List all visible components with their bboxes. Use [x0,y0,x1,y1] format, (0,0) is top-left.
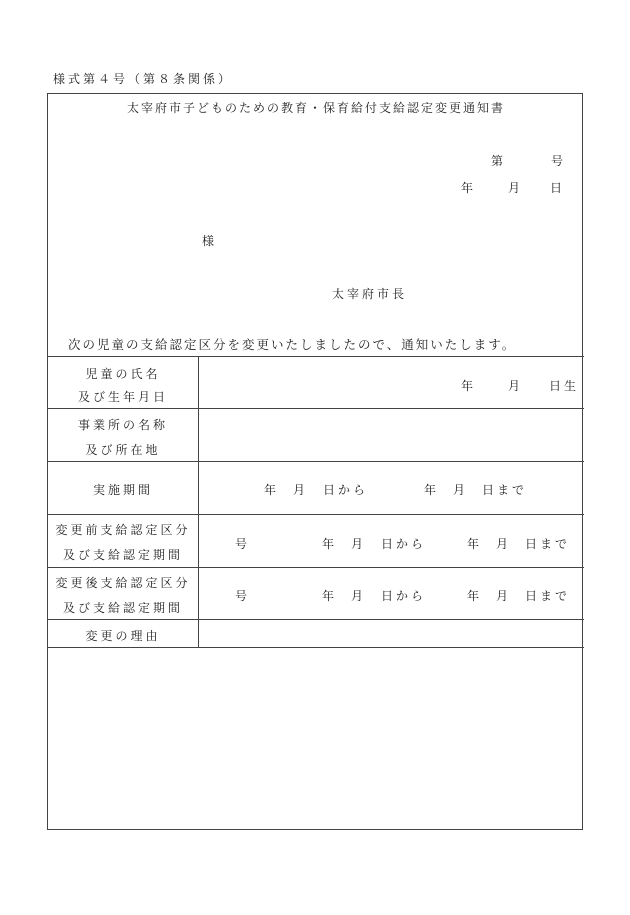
before-start-month: 月 [351,537,367,551]
number-dai: 第 [491,154,507,168]
table-rule [48,619,584,620]
birth-day: 日生 [549,379,580,393]
after-end-month: 月 [496,589,512,603]
date-year: 年 [461,181,477,195]
table-column-divider [198,356,199,647]
reason-body-area [49,649,582,829]
facility-label-line2: 及び所在地 [85,443,161,457]
after-class-go: 号 [235,589,251,603]
form-number-label: 様式第４号（第８条関係） [53,72,234,86]
table-rule [48,461,584,462]
before-label-line1: 変更前支給認定区分 [55,523,191,537]
table-top-rule [48,356,584,357]
child-label-line2: 及び生年月日 [77,390,168,404]
period-start-day: 日から [323,483,369,497]
period-end-month: 月 [453,483,469,497]
table-rule [48,567,584,568]
before-label-line2: 及び支給認定期間 [62,548,183,562]
birth-month: 月 [508,379,524,393]
after-end-day: 日まで [525,589,571,603]
period-label: 実施期間 [92,483,153,497]
table-rule [48,408,584,409]
child-label-line1: 児童の氏名 [85,367,161,381]
before-end-month: 月 [496,537,512,551]
intro-sentence: 次の児童の支給認定区分を変更いたしましたので、通知いたします。 [68,337,517,352]
table-bottom-rule [48,647,584,648]
before-end-day: 日まで [525,537,571,551]
after-start-year: 年 [322,589,338,603]
date-day: 日 [550,181,566,195]
before-class-go: 号 [235,537,251,551]
before-start-year: 年 [322,537,338,551]
facility-label-line1: 事業所の名称 [77,418,168,432]
birth-year: 年 [461,379,477,393]
document-title: 太宰府市子どものための教育・保育給付支給認定変更通知書 [126,101,505,115]
before-end-year: 年 [467,537,483,551]
after-label-line1: 変更後支給認定区分 [55,576,191,590]
recipient-honorific: 様 [202,234,218,248]
after-end-year: 年 [467,589,483,603]
before-start-day: 日から [381,537,427,551]
period-end-year: 年 [424,483,440,497]
period-end-day: 日まで [482,483,528,497]
table-rule [48,514,584,515]
after-label-line2: 及び支給認定期間 [62,601,183,615]
issuer-name: 太宰府市長 [332,287,408,301]
notice-form [47,93,583,830]
period-start-year: 年 [264,483,280,497]
date-month: 月 [508,181,524,195]
period-start-month: 月 [293,483,309,497]
after-start-month: 月 [351,589,367,603]
number-go: 号 [551,154,567,168]
after-start-day: 日から [381,589,427,603]
reason-label: 変更の理由 [85,629,161,643]
